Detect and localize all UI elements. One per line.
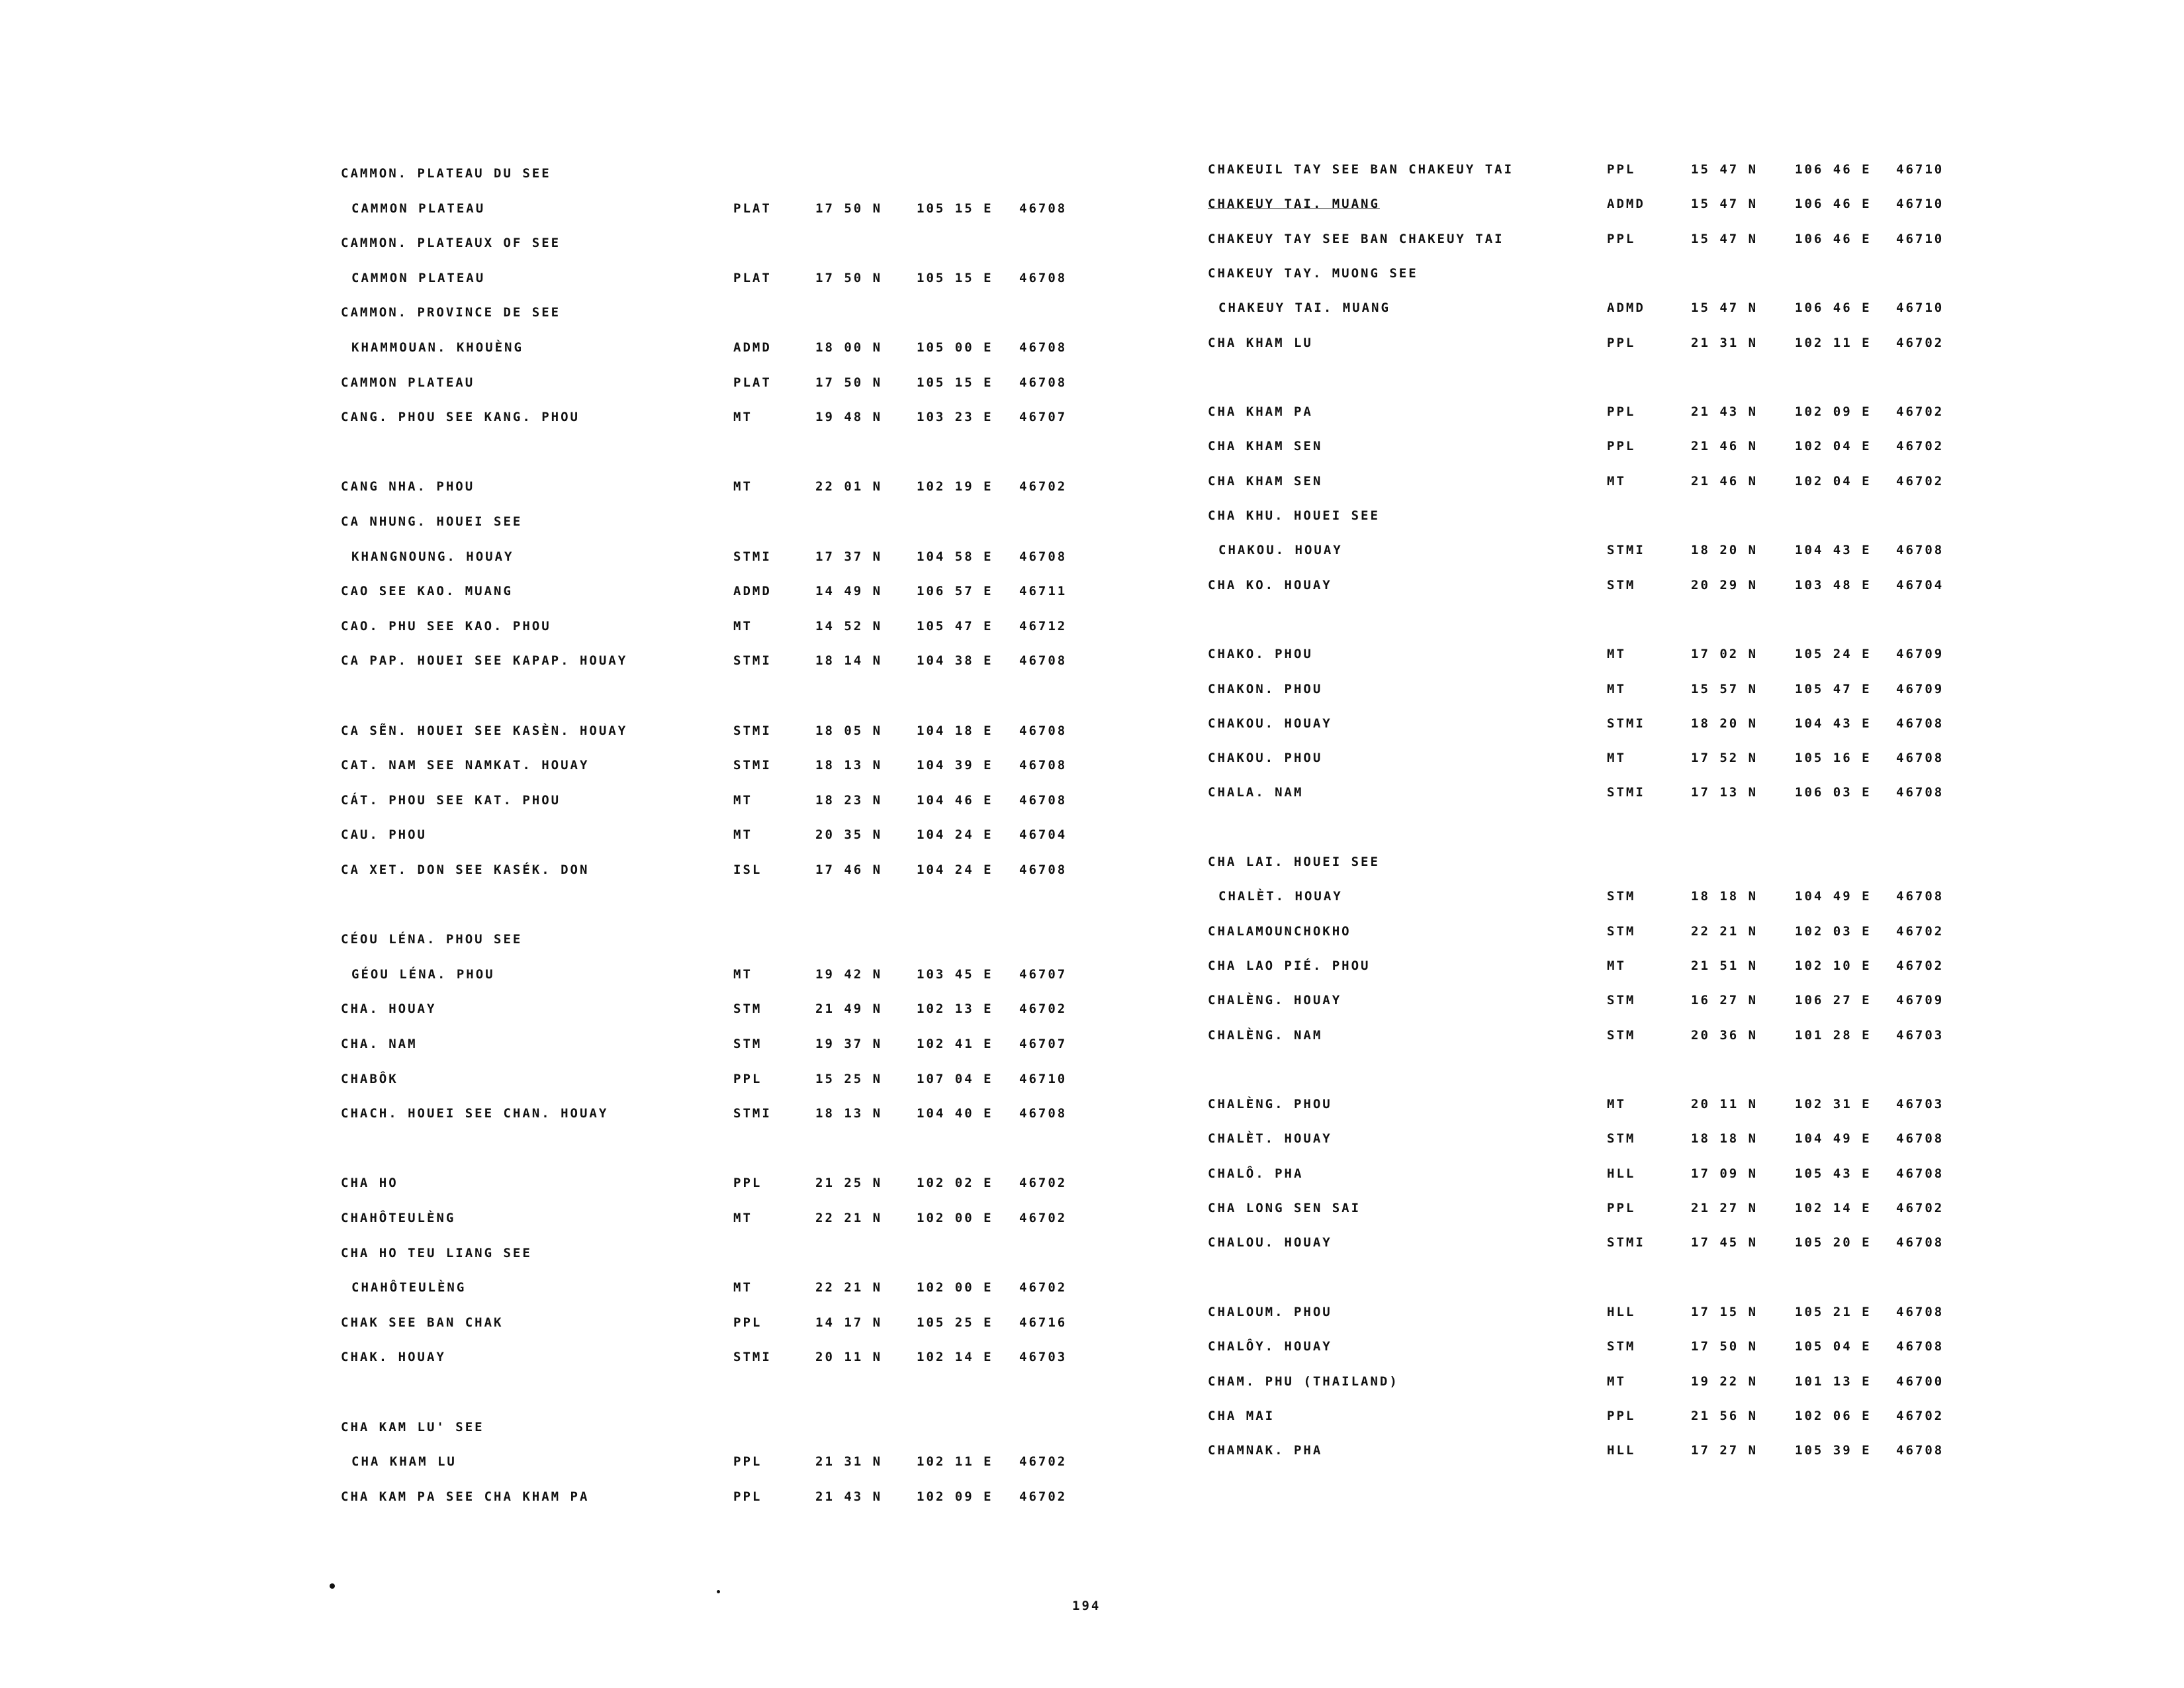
latitude: 16 27 N: [1691, 993, 1758, 1008]
longitude: 104 43 E: [1795, 543, 1872, 558]
latitude: 19 22 N: [1691, 1374, 1758, 1389]
feature-type: PPL: [733, 1176, 762, 1191]
sheet-code: 46708: [1019, 340, 1068, 355]
latitude: 20 29 N: [1691, 577, 1758, 592]
longitude: 105 20 E: [1795, 1235, 1872, 1250]
place-name: CHA. NAM: [341, 1037, 418, 1051]
place-name: CA SẼN. HOUEI SEE KASÈN. HOUAY: [341, 723, 628, 738]
latitude: 18 05 N: [815, 723, 883, 738]
feature-type: PLAT: [733, 375, 772, 390]
place-name: KHAMMOUAN. KHOUÈNG: [351, 340, 523, 355]
longitude: 106 27 E: [1795, 993, 1872, 1008]
place-name: CHAM. PHU (THAILAND): [1208, 1374, 1399, 1389]
sheet-code: 46704: [1896, 577, 1944, 592]
feature-type: ADMD: [1607, 301, 1645, 316]
latitude: 17 46 N: [815, 863, 883, 877]
longitude: 104 24 E: [917, 863, 993, 877]
sheet-code: 46703: [1896, 1027, 1944, 1043]
longitude: 105 43 E: [1795, 1166, 1872, 1181]
place-name: CHALOU. HOUAY: [1208, 1235, 1332, 1250]
longitude: 102 41 E: [917, 1037, 993, 1051]
sheet-code: 46707: [1019, 410, 1068, 425]
sheet-code: 46710: [1896, 197, 1944, 212]
feature-type: PPL: [733, 1071, 762, 1086]
longitude: 102 00 E: [917, 1211, 993, 1225]
sheet-code: 46702: [1896, 923, 1944, 939]
place-name: CHAHÔTEULÈNG: [351, 1280, 467, 1295]
longitude: 103 45 E: [917, 966, 993, 982]
longitude: 105 25 E: [917, 1315, 993, 1330]
longitude: 101 13 E: [1795, 1374, 1872, 1389]
latitude: 21 31 N: [815, 1454, 883, 1470]
longitude: 106 46 E: [1795, 231, 1872, 246]
sheet-code: 46708: [1019, 1106, 1068, 1121]
feature-type: PPL: [1607, 1408, 1636, 1423]
place-name: CHA HO: [341, 1176, 398, 1191]
feature-type: PPL: [1607, 439, 1636, 454]
longitude: 106 03 E: [1795, 785, 1872, 800]
latitude: 17 52 N: [1691, 751, 1758, 766]
place-name: GÉOU LÉNA. PHOU: [351, 966, 495, 982]
feature-type: MT: [733, 618, 752, 633]
place-name: CHALA. NAM: [1208, 785, 1304, 800]
place-name: CAMMON. PROVINCE DE SEE: [341, 305, 561, 320]
feature-type: STM: [733, 1002, 762, 1017]
feature-type: PPL: [1607, 162, 1636, 177]
feature-type: STM: [733, 1037, 762, 1051]
place-name: CHALÈNG. NAM: [1208, 1027, 1323, 1043]
feature-type: STMI: [1607, 543, 1645, 558]
sheet-code: 46708: [1019, 549, 1068, 564]
longitude: 104 40 E: [917, 1106, 993, 1121]
sheet-code: 46708: [1019, 270, 1068, 285]
sheet-code: 46708: [1019, 792, 1068, 808]
feature-type: MT: [733, 966, 752, 982]
place-name: CHA. HOUAY: [341, 1002, 437, 1017]
longitude: 104 43 E: [1795, 716, 1872, 731]
feature-type: STM: [1607, 993, 1636, 1008]
longitude: 104 39 E: [917, 758, 993, 773]
sheet-code: 46702: [1896, 1408, 1944, 1423]
longitude: 102 06 E: [1795, 1408, 1872, 1423]
sheet-code: 46702: [1896, 439, 1944, 454]
feature-type: STMI: [1607, 785, 1645, 800]
place-name: CHA KHAM SEN: [1208, 439, 1323, 454]
place-name: CHA KAM PA SEE CHA KHAM PA: [341, 1489, 590, 1504]
latitude: 19 42 N: [815, 966, 883, 982]
feature-type: PLAT: [733, 201, 772, 216]
feature-type: STMI: [733, 1106, 772, 1121]
place-name: CAMMON. PLATEAUX OF SEE: [341, 236, 561, 251]
sheet-code: 46702: [1019, 1211, 1068, 1225]
place-name: CAMMON PLATEAU: [341, 375, 475, 390]
longitude: 105 00 E: [917, 340, 993, 355]
latitude: 17 50 N: [815, 375, 883, 390]
place-name: CHA KHAM SEN: [1208, 473, 1323, 489]
sheet-code: 46707: [1019, 1037, 1068, 1051]
place-name: CHA MAI: [1208, 1408, 1275, 1423]
feature-type: HLL: [1607, 1166, 1636, 1181]
place-name: CHAKOU. PHOU: [1208, 751, 1323, 766]
longitude: 107 04 E: [917, 1071, 993, 1086]
latitude: 20 35 N: [815, 827, 883, 843]
latitude: 15 25 N: [815, 1071, 883, 1086]
sheet-code: 46712: [1019, 618, 1068, 633]
longitude: 106 46 E: [1795, 301, 1872, 316]
latitude: 21 25 N: [815, 1176, 883, 1191]
longitude: 105 47 E: [917, 618, 993, 633]
latitude: 18 13 N: [815, 1106, 883, 1121]
longitude: 102 11 E: [917, 1454, 993, 1470]
longitude: 102 04 E: [1795, 473, 1872, 489]
longitude: 102 03 E: [1795, 923, 1872, 939]
page-number: 194: [1072, 1599, 1101, 1613]
feature-type: STMI: [733, 723, 772, 738]
sheet-code: 46709: [1896, 993, 1944, 1008]
feature-type: MT: [1607, 751, 1626, 766]
longitude: 102 09 E: [917, 1489, 993, 1504]
feature-type: HLL: [1607, 1443, 1636, 1458]
feature-type: STMI: [733, 758, 772, 773]
feature-type: STM: [1607, 923, 1636, 939]
place-name: CHA LAO PIÉ. PHOU: [1208, 958, 1371, 973]
stray-mark: [330, 1583, 335, 1589]
sheet-code: 46708: [1896, 751, 1944, 766]
place-name: CHALÔY. HOUAY: [1208, 1339, 1332, 1354]
latitude: 22 21 N: [815, 1211, 883, 1225]
longitude: 105 15 E: [917, 201, 993, 216]
latitude: 17 50 N: [815, 201, 883, 216]
sheet-code: 46708: [1896, 543, 1944, 558]
sheet-code: 46708: [1896, 785, 1944, 800]
longitude: 102 14 E: [1795, 1201, 1872, 1215]
place-name: CANG NHA. PHOU: [341, 479, 475, 494]
place-name: CANG. PHOU SEE KANG. PHOU: [341, 410, 580, 425]
longitude: 102 10 E: [1795, 958, 1872, 973]
latitude: 17 50 N: [815, 270, 883, 285]
feature-type: STM: [1607, 1131, 1636, 1147]
longitude: 104 49 E: [1795, 1131, 1872, 1147]
latitude: 17 15 N: [1691, 1304, 1758, 1319]
place-name: CHALOUM. PHOU: [1208, 1304, 1332, 1319]
longitude: 102 02 E: [917, 1176, 993, 1191]
sheet-code: 46708: [1896, 1235, 1944, 1250]
place-name: CHAKEUIL TAY SEE BAN CHAKEUY TAI: [1208, 162, 1514, 177]
longitude: 105 04 E: [1795, 1339, 1872, 1354]
place-name: CAMMON. PLATEAU DU SEE: [341, 166, 551, 181]
feature-type: MT: [1607, 473, 1626, 489]
latitude: 21 51 N: [1691, 958, 1758, 973]
place-name: CA PAP. HOUEI SEE KAPAP. HOUAY: [341, 653, 628, 669]
place-name: CHAHÔTEULÈNG: [341, 1211, 456, 1225]
longitude: 105 21 E: [1795, 1304, 1872, 1319]
sheet-code: 46716: [1019, 1315, 1068, 1330]
latitude: 15 47 N: [1691, 231, 1758, 246]
sheet-code: 46708: [1896, 1304, 1944, 1319]
feature-type: ADMD: [733, 340, 772, 355]
place-name: CHALÈT. HOUAY: [1218, 889, 1343, 904]
feature-type: PPL: [1607, 404, 1636, 420]
latitude: 18 18 N: [1691, 1131, 1758, 1147]
sheet-code: 46708: [1019, 758, 1068, 773]
sheet-code: 46702: [1896, 335, 1944, 350]
place-name: CHABÔK: [341, 1071, 398, 1086]
feature-type: STMI: [1607, 716, 1645, 731]
feature-type: STM: [1607, 1339, 1636, 1354]
feature-type: PPL: [1607, 231, 1636, 246]
sheet-code: 46702: [1896, 1201, 1944, 1215]
sheet-code: 46710: [1896, 162, 1944, 177]
place-name: CHA KHU. HOUEI SEE: [1208, 508, 1380, 523]
sheet-code: 46707: [1019, 966, 1068, 982]
feature-type: MT: [1607, 681, 1626, 696]
sheet-code: 46709: [1896, 647, 1944, 662]
longitude: 102 31 E: [1795, 1097, 1872, 1112]
place-name: CHAKOU. HOUAY: [1218, 543, 1343, 558]
latitude: 21 31 N: [1691, 335, 1758, 350]
longitude: 106 46 E: [1795, 197, 1872, 212]
sheet-code: 46703: [1019, 1350, 1068, 1365]
sheet-code: 46700: [1896, 1374, 1944, 1389]
latitude: 17 37 N: [815, 549, 883, 564]
sheet-code: 46708: [1896, 1339, 1944, 1354]
sheet-code: 46704: [1019, 827, 1068, 843]
longitude: 102 00 E: [917, 1280, 993, 1295]
latitude: 22 21 N: [815, 1280, 883, 1295]
feature-type: STMI: [733, 549, 772, 564]
sheet-code: 46708: [1896, 1166, 1944, 1181]
latitude: 17 27 N: [1691, 1443, 1758, 1458]
latitude: 18 20 N: [1691, 543, 1758, 558]
latitude: 15 47 N: [1691, 162, 1758, 177]
place-name: CHACH. HOUEI SEE CHAN. HOUAY: [341, 1106, 609, 1121]
sheet-code: 46708: [1896, 1443, 1944, 1458]
latitude: 21 49 N: [815, 1002, 883, 1017]
sheet-code: 46702: [1896, 473, 1944, 489]
feature-type: STM: [1607, 889, 1636, 904]
sheet-code: 46708: [1019, 863, 1068, 877]
place-name: CAU. PHOU: [341, 827, 427, 843]
place-name: CHALAMOUNCHOKHO: [1208, 923, 1351, 939]
latitude: 15 47 N: [1691, 301, 1758, 316]
latitude: 17 50 N: [1691, 1339, 1758, 1354]
place-name: CHAK. HOUAY: [341, 1350, 446, 1365]
longitude: 106 57 E: [917, 584, 993, 599]
place-name: CHAMNAK. PHA: [1208, 1443, 1323, 1458]
longitude: 102 04 E: [1795, 439, 1872, 454]
feature-type: MT: [733, 1211, 752, 1225]
place-name: CHAKOU. HOUAY: [1208, 716, 1332, 731]
sheet-code: 46708: [1896, 889, 1944, 904]
longitude: 104 18 E: [917, 723, 993, 738]
longitude: 105 39 E: [1795, 1443, 1872, 1458]
sheet-code: 46702: [1019, 479, 1068, 494]
feature-type: STMI: [733, 1350, 772, 1365]
longitude: 102 19 E: [917, 479, 993, 494]
feature-type: MT: [1607, 647, 1626, 662]
longitude: 104 46 E: [917, 792, 993, 808]
longitude: 103 23 E: [917, 410, 993, 425]
feature-type: PLAT: [733, 270, 772, 285]
feature-type: MT: [1607, 1097, 1626, 1112]
latitude: 21 56 N: [1691, 1408, 1758, 1423]
feature-type: MT: [733, 1280, 752, 1295]
place-name: CHAKEUY TAY SEE BAN CHAKEUY TAI: [1208, 231, 1504, 246]
sheet-code: 46702: [1019, 1489, 1068, 1504]
feature-type: PPL: [733, 1454, 762, 1470]
sheet-code: 46703: [1896, 1097, 1944, 1112]
latitude: 14 52 N: [815, 618, 883, 633]
latitude: 18 00 N: [815, 340, 883, 355]
latitude: 21 43 N: [1691, 404, 1758, 420]
place-name: CHALÈNG. HOUAY: [1208, 993, 1342, 1008]
latitude: 18 14 N: [815, 653, 883, 669]
sheet-code: 46708: [1019, 375, 1068, 390]
place-name: CHA KAM LU' SEE: [341, 1419, 484, 1434]
sheet-code: 46702: [1896, 958, 1944, 973]
feature-type: MT: [733, 827, 752, 843]
place-name: CHAKO. PHOU: [1208, 647, 1313, 662]
place-name: CHAK SEE BAN CHAK: [341, 1315, 504, 1330]
sheet-code: 46708: [1019, 653, 1068, 669]
longitude: 104 49 E: [1795, 889, 1872, 904]
longitude: 102 11 E: [1795, 335, 1872, 350]
place-name: CAO SEE KAO. MUANG: [341, 584, 513, 599]
longitude: 102 14 E: [917, 1350, 993, 1365]
stray-mark: [717, 1590, 720, 1593]
sheet-code: 46710: [1896, 301, 1944, 316]
longitude: 102 09 E: [1795, 404, 1872, 420]
sheet-code: 46708: [1019, 201, 1068, 216]
latitude: 15 47 N: [1691, 197, 1758, 212]
latitude: 14 17 N: [815, 1315, 883, 1330]
place-name: CHAKON. PHOU: [1208, 681, 1323, 696]
latitude: 18 23 N: [815, 792, 883, 808]
latitude: 18 18 N: [1691, 889, 1758, 904]
latitude: 17 09 N: [1691, 1166, 1758, 1181]
feature-type: MT: [1607, 958, 1626, 973]
sheet-code: 46710: [1896, 231, 1944, 246]
place-name: CHAKEUY TAI. MUANG: [1208, 197, 1380, 212]
feature-type: ADMD: [733, 584, 772, 599]
sheet-code: 46708: [1019, 723, 1068, 738]
place-name: CÉOU LÉNA. PHOU SEE: [341, 932, 523, 947]
place-name: CHA KHAM LU: [351, 1454, 457, 1470]
place-name: CAMMON PLATEAU: [351, 201, 486, 216]
feature-type: MT: [733, 410, 752, 425]
longitude: 101 28 E: [1795, 1027, 1872, 1043]
sheet-code: 46702: [1896, 404, 1944, 420]
place-name: CA XET. DON SEE KASÉK. DON: [341, 863, 590, 877]
latitude: 19 37 N: [815, 1037, 883, 1051]
place-name: CHALÈNG. PHOU: [1208, 1097, 1332, 1112]
longitude: 102 13 E: [917, 1002, 993, 1017]
place-name: CHAKEUY TAI. MUANG: [1218, 301, 1390, 316]
latitude: 18 13 N: [815, 758, 883, 773]
place-name: CHA KHAM LU: [1208, 335, 1313, 350]
feature-type: ADMD: [1607, 197, 1645, 212]
latitude: 22 01 N: [815, 479, 883, 494]
place-name: KHANGNOUNG. HOUAY: [351, 549, 514, 564]
place-name: CAT. NAM SEE NAMKAT. HOUAY: [341, 758, 590, 773]
place-name: CHA LONG SEN SAI: [1208, 1201, 1361, 1215]
feature-type: PPL: [1607, 335, 1636, 350]
sheet-code: 46702: [1019, 1280, 1068, 1295]
latitude: 20 11 N: [1691, 1097, 1758, 1112]
longitude: 105 15 E: [917, 375, 993, 390]
longitude: 105 47 E: [1795, 681, 1872, 696]
feature-type: PPL: [733, 1489, 762, 1504]
latitude: 21 46 N: [1691, 473, 1758, 489]
feature-type: MT: [733, 792, 752, 808]
sheet-code: 46708: [1896, 1131, 1944, 1147]
place-name: CHA LAI. HOUEI SEE: [1208, 855, 1380, 869]
place-name: CHA KHAM PA: [1208, 404, 1313, 420]
latitude: 17 13 N: [1691, 785, 1758, 800]
feature-type: HLL: [1607, 1304, 1636, 1319]
sheet-code: 46702: [1019, 1454, 1068, 1470]
latitude: 21 27 N: [1691, 1201, 1758, 1215]
latitude: 18 20 N: [1691, 716, 1758, 731]
latitude: 21 46 N: [1691, 439, 1758, 454]
latitude: 22 21 N: [1691, 923, 1758, 939]
latitude: 17 45 N: [1691, 1235, 1758, 1250]
sheet-code: 46709: [1896, 681, 1944, 696]
place-name: CHAKEUY TAY. MUONG SEE: [1208, 265, 1418, 281]
longitude: 104 38 E: [917, 653, 993, 669]
feature-type: PPL: [1607, 1201, 1636, 1215]
feature-type: ISL: [733, 863, 762, 877]
place-name: CA NHUNG. HOUEI SEE: [341, 514, 523, 529]
place-name: CHA HO TEU LIANG SEE: [341, 1245, 532, 1260]
latitude: 21 43 N: [815, 1489, 883, 1504]
latitude: 17 02 N: [1691, 647, 1758, 662]
sheet-code: 46711: [1019, 584, 1068, 599]
feature-type: PPL: [733, 1315, 762, 1330]
latitude: 20 36 N: [1691, 1027, 1758, 1043]
feature-type: STMI: [1607, 1235, 1645, 1250]
feature-type: STM: [1607, 577, 1636, 592]
longitude: 105 16 E: [1795, 751, 1872, 766]
place-name: CAO. PHU SEE KAO. PHOU: [341, 618, 551, 633]
latitude: 15 57 N: [1691, 681, 1758, 696]
place-name: CÁT. PHOU SEE KAT. PHOU: [341, 792, 561, 808]
sheet-code: 46702: [1019, 1176, 1068, 1191]
latitude: 19 48 N: [815, 410, 883, 425]
longitude: 104 24 E: [917, 827, 993, 843]
place-name: CHALÈT. HOUAY: [1208, 1131, 1332, 1147]
latitude: 20 11 N: [815, 1350, 883, 1365]
feature-type: STMI: [733, 653, 772, 669]
latitude: 14 49 N: [815, 584, 883, 599]
feature-type: STM: [1607, 1027, 1636, 1043]
longitude: 104 58 E: [917, 549, 993, 564]
sheet-code: 46702: [1019, 1002, 1068, 1017]
place-name: CHA KO. HOUAY: [1208, 577, 1332, 592]
sheet-code: 46710: [1019, 1071, 1068, 1086]
longitude: 105 15 E: [917, 270, 993, 285]
place-name: CAMMON PLATEAU: [351, 270, 486, 285]
feature-type: MT: [1607, 1374, 1626, 1389]
longitude: 103 48 E: [1795, 577, 1872, 592]
sheet-code: 46708: [1896, 716, 1944, 731]
longitude: 105 24 E: [1795, 647, 1872, 662]
place-name: CHALÔ. PHA: [1208, 1166, 1304, 1181]
longitude: 106 46 E: [1795, 162, 1872, 177]
feature-type: MT: [733, 479, 752, 494]
